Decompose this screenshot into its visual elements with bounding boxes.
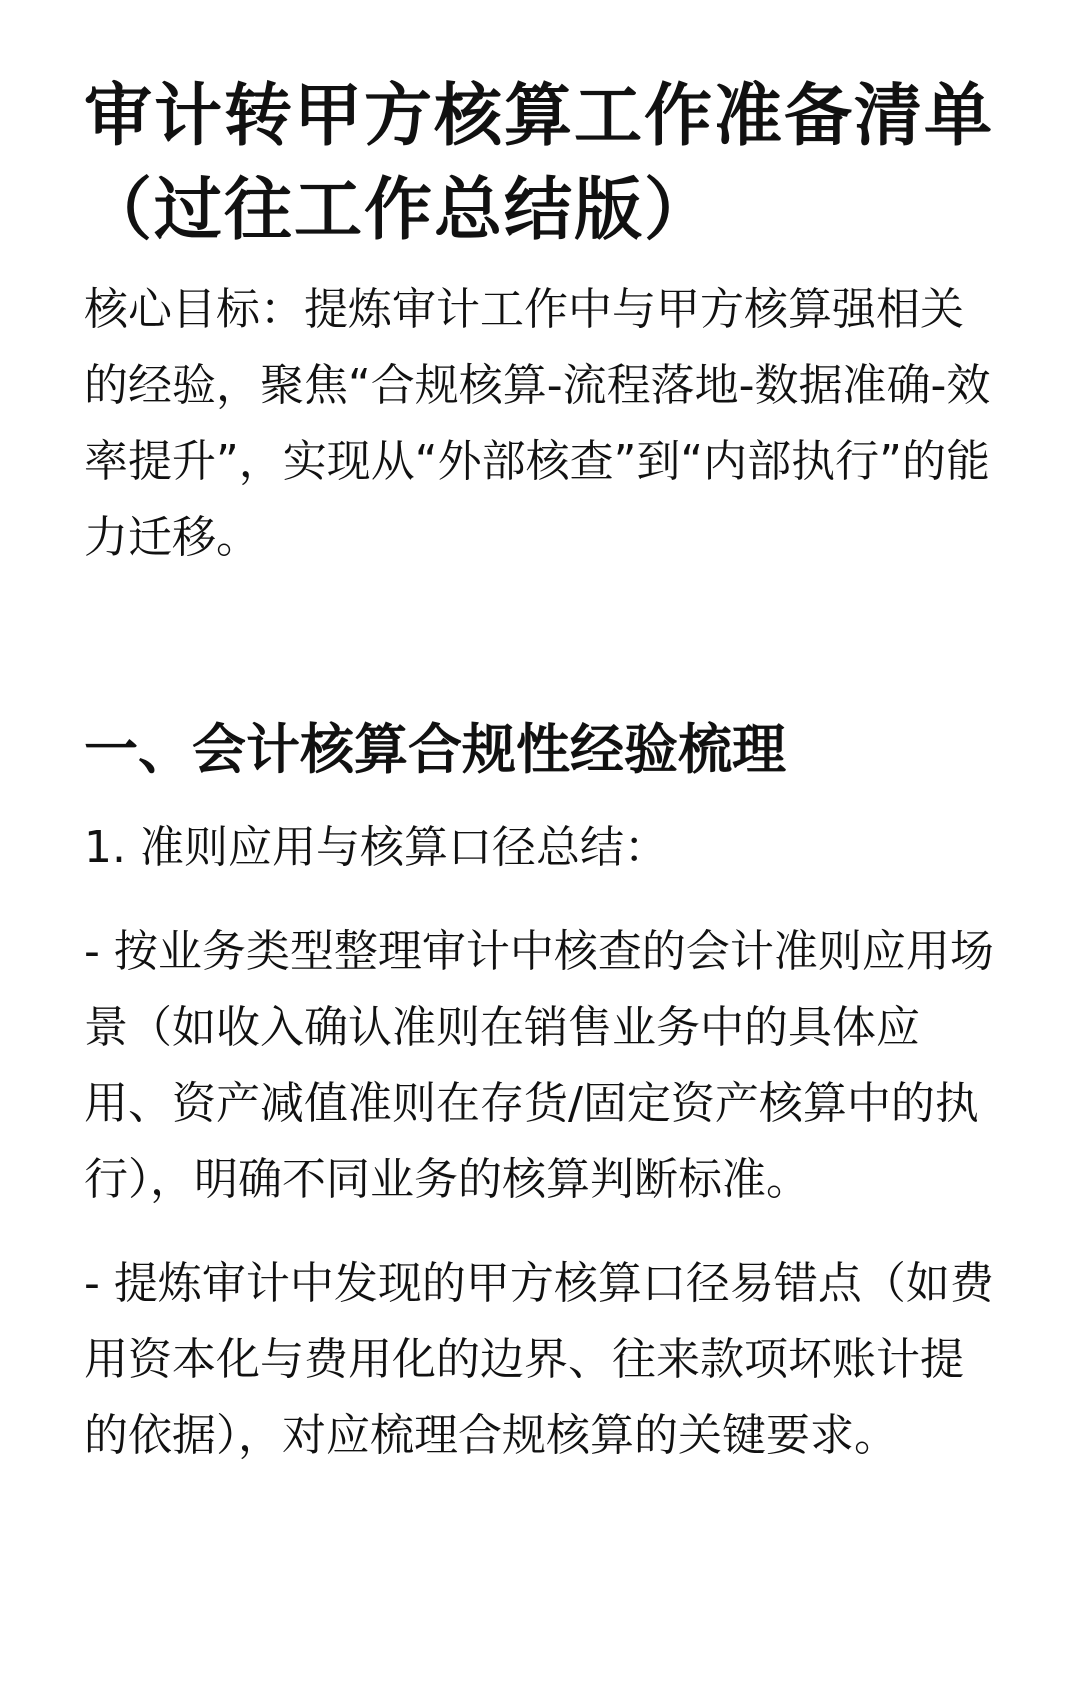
section-heading: 一、会计核算合规性经验梳理 <box>84 718 786 781</box>
intro-paragraph: 核心目标：提炼审计工作中与甲方核算强相关的经验，聚焦“合规核算-流程落地-数据准确-效率提升”，实现从“外部核查”到“内部执行”的能力迁移。 <box>84 284 991 563</box>
document-title: 审计转甲方核算工作准备清单（过往工作总结版） <box>84 77 995 250</box>
document-page <box>84 70 999 1474</box>
bullet-item: - 提炼审计中发现的甲方核算口径易错点（如费用资本化与费用化的边界、往来款项坏账计提的依据），对应梳理合规核算的关键要求。 <box>84 1258 994 1461</box>
bullet-item: - 按业务类型整理审计中核查的会计准则应用场景（如收入确认准则在销售业务中的具体应用、资产减值准则在存货/固定资产核算中的执行），明确不同业务的核算判断标准。 <box>84 926 994 1205</box>
subsection-heading: 1. 准则应用与核算口径总结： <box>84 822 668 873</box>
